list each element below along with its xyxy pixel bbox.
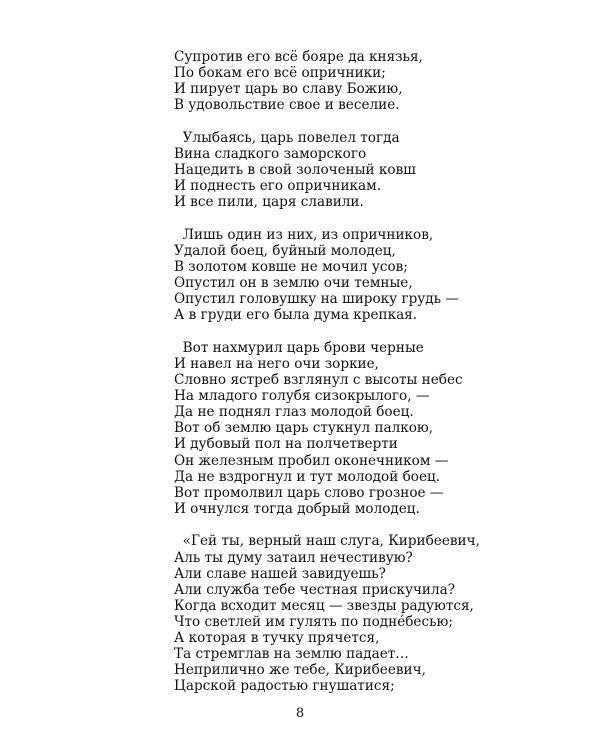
page-number: 8: [295, 706, 305, 721]
poem-line: Он железным пробил оконечником —: [174, 452, 449, 469]
poem-line: И пирует царь во славу Божию,: [174, 81, 403, 98]
stanza-4: [174, 340, 574, 517]
poem-line: Опустил он в землю очи темные,: [174, 275, 413, 292]
poem-line: Лишь один из них, из опричников,: [174, 226, 434, 243]
poem-line: Аль ты думу затаил нечестивую?: [174, 549, 413, 566]
poem-line: По бокам его всё опричники;: [174, 65, 386, 82]
poem-line: Опустил головушку на широку грудь —: [174, 291, 459, 308]
poem-line: А в груди его была дума крепкая.: [174, 307, 418, 324]
poem-line: Царской радостью гнушатися;: [174, 678, 395, 695]
poem-line: Неприлично же тебе, Кирибеевич,: [174, 662, 426, 679]
poem-line: И поднесть его опричникам.: [174, 178, 382, 195]
poem-line: Вот промолвил царь слово грозное —: [174, 484, 444, 501]
poem-line: Когда всходит месяц — звезды радуются,: [174, 597, 474, 614]
poem-line: На младого голубя сизокрылого, —: [174, 388, 430, 405]
poem-line: И дубовый пол на полчетверти: [174, 436, 398, 453]
poem-line: Улыбаясь, царь повелел тогда: [174, 129, 400, 146]
poem-line: Вот об землю царь стукнул палкою,: [174, 420, 434, 437]
poem-line: Супротив его всё бояре да князья,: [174, 49, 423, 65]
poem-line: Что светлей им гулять по поднéбесью;: [174, 613, 453, 630]
poem-line: Словно ястреб взглянул с высоты небес: [174, 372, 463, 389]
poem-line: «Гей ты, верный наш слуга, Кирибеевич,: [174, 533, 480, 550]
poem-line: Да не вздрогнул и тут молодой боец.: [174, 468, 441, 485]
stanza-1: [174, 49, 574, 113]
poem-line: Вина сладкого заморского: [174, 145, 367, 162]
poem-line: В удовольствие свое и веселие.: [174, 97, 400, 114]
poem-line: И очнулся тогда добрый молодец.: [174, 500, 420, 517]
poem-line: Да не поднял глаз молодой боец.: [174, 404, 414, 421]
poem-line: И навел на него очи зоркие,: [174, 356, 379, 372]
stanza-5: [174, 533, 574, 694]
poem-line: А которая в тучку прячется,: [174, 630, 380, 646]
stanza-2: [174, 130, 574, 210]
poem-line: Та стремглав на землю падает…: [174, 646, 409, 663]
poem-text: [174, 49, 574, 711]
poem-line: Али славе нашей завидуешь?: [174, 565, 386, 582]
poem-line: В золотом ковше не мочил усов;: [174, 259, 408, 276]
stanza-3: [174, 227, 574, 324]
poem-line: И все пили, царя славили.: [174, 194, 364, 211]
poem-line: Али служба тебе честная прискучила?: [174, 581, 456, 598]
poem-line: Удалой боец, буйный молодец,: [174, 242, 396, 259]
poem-line: Вот нахмурил царь брови черные: [174, 339, 424, 356]
poem-line: Нацедить в свой золоченый ковш: [174, 162, 416, 179]
